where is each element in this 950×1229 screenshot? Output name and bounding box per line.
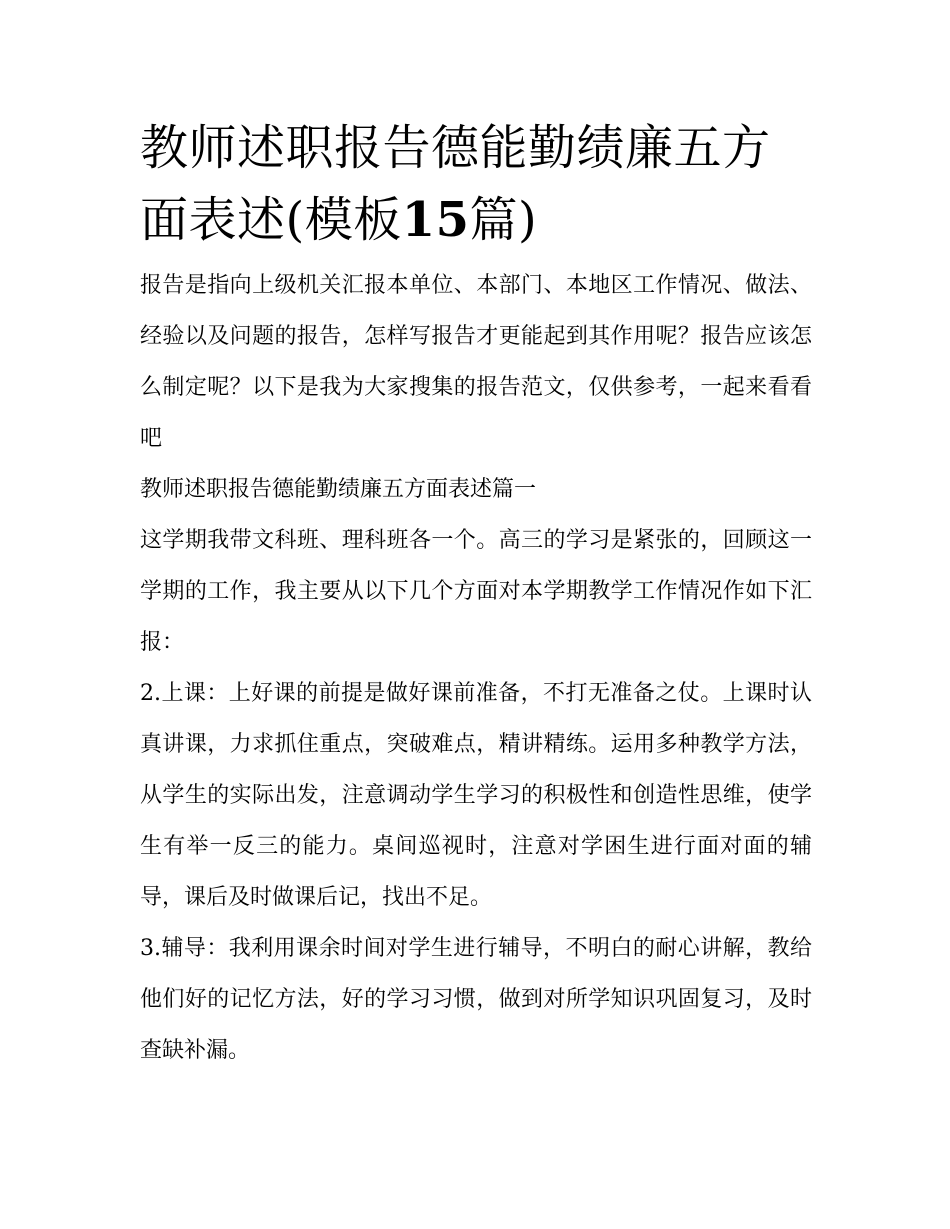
- document-title: [140, 112, 812, 256]
- paragraph-item-3: 3.辅导：我利用课余时间对学生进行辅导，不明白的耐心讲解，教给他们好的记忆方法，好的学习习惯，做到对所学知识巩固复习，及时查缺补漏。: [140, 936, 812, 1063]
- section-heading: 教师述职报告德能勤绩廉五方面表述篇一: [140, 477, 537, 502]
- paragraph-item-2: 2.上课：上好课的前提是做好课前准备，不打无准备之仗。上课时认真讲课，力求抓住重点，突破难点，精讲精练。运用多种教学方法，从学生的实际出发，注意调动学生学习的积极性和创造性思维，使学生有举一反三的能力。桌间巡视时，注意对学困生进行面对面的辅导，课后及时做课后记，找出不足。: [140, 681, 812, 910]
- title-text: 教师述职报告德能勤绩廉五方面表述(模板: [140, 120, 771, 248]
- paragraph-overview: 这学期我带文科班、理科班各一个。高三的学习是紧张的，回顾这一学期的工作，我主要从以下几个方面对本学期教学工作情况作如下汇报：: [140, 528, 812, 655]
- title-number: 15: [401, 192, 470, 248]
- document-page: [140, 112, 812, 1076]
- title-suffix: 篇): [469, 192, 538, 248]
- intro-paragraph: 报告是指向上级机关汇报本单位、本部门、本地区工作情况、做法、经验以及问题的报告，怎样写报告才更能起到其作用呢？报告应该怎么制定呢？以下是我为大家搜集的报告范文，仅供参考，一起来看看吧: [140, 273, 812, 451]
